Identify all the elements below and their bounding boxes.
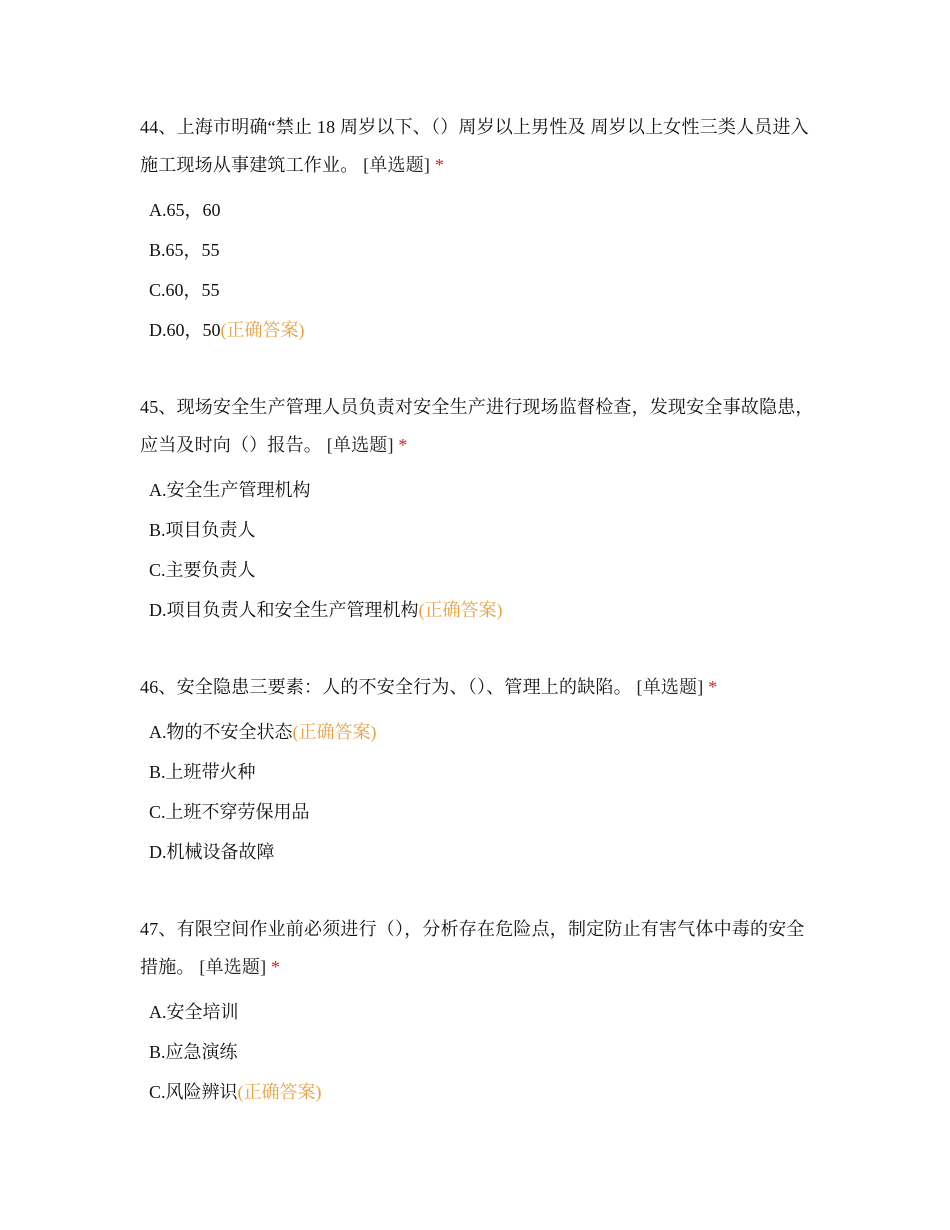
- question-46: [140, 668, 820, 872]
- option-label: C.主要负责人: [149, 560, 256, 580]
- option-d[interactable]: [140, 310, 820, 350]
- option-d[interactable]: [140, 590, 820, 630]
- question-44: [140, 108, 820, 350]
- question-stem: 44、上海市明确“禁止 18 周岁以下、（）周岁以上男性及 周岁以上女性三类人员进入施工现场从事建筑工作业。: [140, 117, 809, 175]
- question-type: [单选题]: [363, 155, 431, 175]
- option-label: B.上班带火种: [149, 762, 256, 782]
- option-label: C.60，55: [149, 280, 220, 300]
- option-label: A.物的不安全状态: [149, 722, 293, 742]
- question-text: [140, 108, 820, 184]
- option-label: B.65，55: [149, 240, 220, 260]
- question-45: [140, 388, 820, 630]
- option-label: A.65，60: [149, 200, 221, 220]
- option-list: [140, 992, 820, 1112]
- option-label: D.机械设备故障: [149, 842, 275, 862]
- option-c[interactable]: [140, 550, 820, 590]
- required-marker: *: [434, 155, 445, 175]
- option-label: A.安全培训: [149, 1002, 239, 1022]
- question-type: [单选题]: [636, 677, 704, 697]
- correct-answer-tag: (正确答案): [237, 1082, 322, 1102]
- option-label: B.应急演练: [149, 1042, 238, 1062]
- correct-answer-tag: (正确答案): [418, 600, 503, 620]
- option-label: C.上班不穿劳保用品: [149, 802, 310, 822]
- question-47: [140, 910, 820, 1112]
- option-c[interactable]: [140, 270, 820, 310]
- correct-answer-tag: (正确答案): [292, 722, 377, 742]
- question-stem: 46、安全隐患三要素：人的不安全行为、（）、管理上的缺陷。: [140, 677, 632, 697]
- option-label: B.项目负责人: [149, 520, 256, 540]
- required-marker: *: [271, 957, 281, 977]
- option-b[interactable]: [140, 1032, 820, 1072]
- option-a[interactable]: [140, 992, 820, 1032]
- option-a[interactable]: [140, 712, 820, 752]
- question-text: [140, 388, 820, 464]
- option-a[interactable]: [140, 190, 820, 230]
- option-label: A.安全生产管理机构: [149, 480, 311, 500]
- option-d[interactable]: [140, 832, 820, 872]
- question-text: [140, 668, 820, 706]
- question-stem: 47、有限空间作业前必须进行（），分析存在危险点，制定防止有害气体中毒的安全措施。: [140, 919, 805, 977]
- option-list: [140, 470, 820, 630]
- question-type: [单选题]: [199, 957, 267, 977]
- required-marker: *: [398, 435, 408, 455]
- option-c[interactable]: [140, 792, 820, 832]
- correct-answer-tag: (正确答案): [220, 320, 305, 340]
- question-text: [140, 910, 820, 986]
- option-b[interactable]: [140, 230, 820, 270]
- option-label: C.风险辨识: [149, 1082, 238, 1102]
- question-stem: 45、现场安全生产管理人员负责对安全生产进行现场监督检查，发现安全事故隐患，应当及时向（）报告。: [140, 397, 814, 455]
- option-b[interactable]: [140, 510, 820, 550]
- option-label: D.60，50: [149, 320, 221, 340]
- option-list: [140, 190, 820, 350]
- question-type: [单选题]: [326, 435, 394, 455]
- option-list: [140, 712, 820, 872]
- option-c[interactable]: [140, 1072, 820, 1112]
- option-b[interactable]: [140, 752, 820, 792]
- option-label: D.项目负责人和安全生产管理机构: [149, 600, 419, 620]
- required-marker: *: [708, 677, 718, 697]
- option-a[interactable]: [140, 470, 820, 510]
